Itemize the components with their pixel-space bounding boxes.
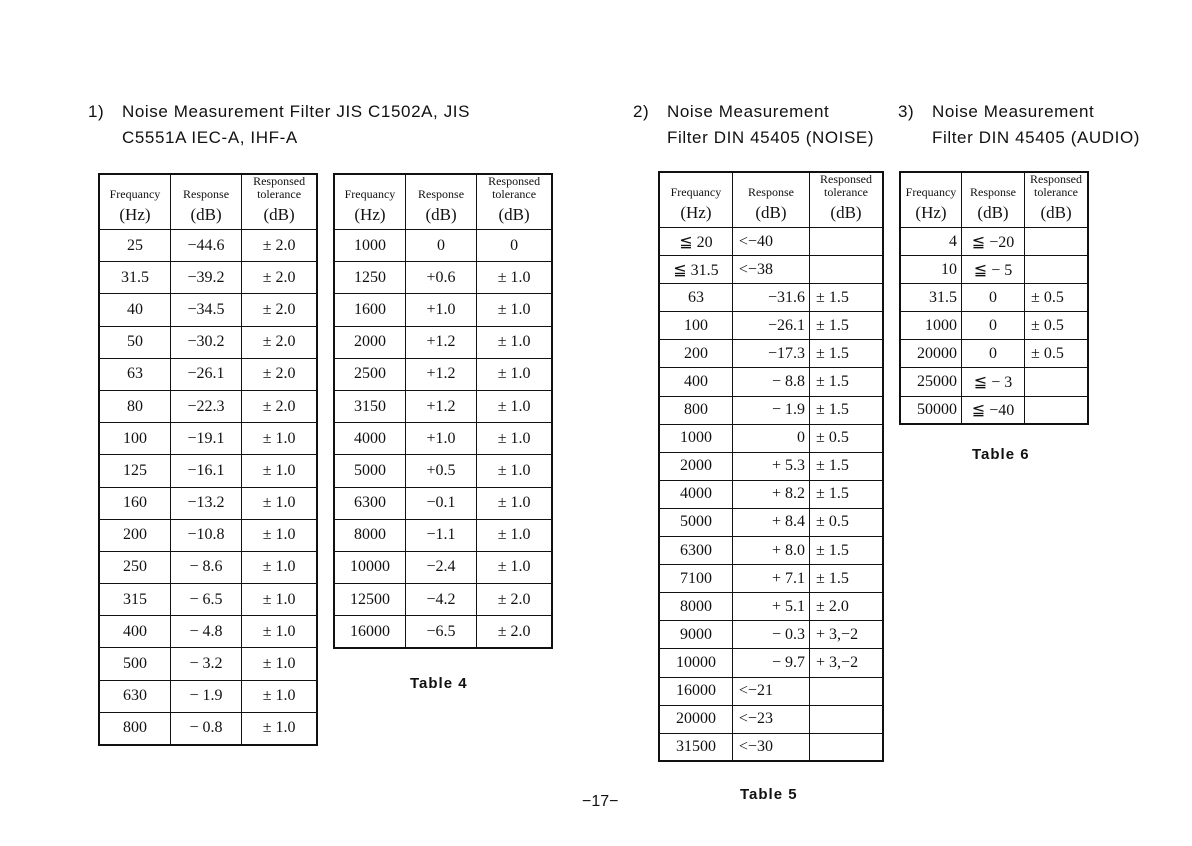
tolerance-cell: ± 1.0 <box>477 423 552 455</box>
tolerance-cell: 0 <box>477 230 552 262</box>
response-cell: −19.1 <box>170 423 241 455</box>
tolerance-cell <box>810 256 883 284</box>
header-responsed-tolerance <box>242 174 317 201</box>
response-cell: ≦ −20 <box>961 228 1024 256</box>
header-db: (dB) <box>1025 199 1088 228</box>
tolerance-cell <box>810 733 883 761</box>
tolerance-cell <box>1025 396 1088 424</box>
response-cell: ≦ − 5 <box>961 256 1024 284</box>
response-cell: − 3.2 <box>170 648 241 680</box>
frequency-cell: ≦ 31.5 <box>659 256 732 284</box>
table-row <box>99 584 317 616</box>
header-hz: (Hz) <box>900 199 961 228</box>
frequency-cell: 16000 <box>334 616 405 648</box>
response-cell: + 5.3 <box>732 452 809 480</box>
response-cell: −13.2 <box>170 487 241 519</box>
table-row <box>659 565 883 593</box>
response-cell: <−30 <box>732 733 809 761</box>
response-cell: −1.1 <box>405 519 476 551</box>
response-cell: 0 <box>732 424 809 452</box>
response-cell: −2.4 <box>405 551 476 583</box>
frequency-cell: 4 <box>900 228 961 256</box>
tolerance-cell: ± 1.5 <box>810 368 883 396</box>
frequency-cell: 400 <box>659 368 732 396</box>
response-cell: −17.3 <box>732 340 809 368</box>
response-cell: +1.2 <box>405 326 476 358</box>
tolerance-cell: ± 1.0 <box>477 551 552 583</box>
tolerance-cell: ± 2.0 <box>242 326 317 358</box>
table-row <box>99 616 317 648</box>
header-responsed: Responsed <box>820 172 873 186</box>
response-cell: − 1.9 <box>732 396 809 424</box>
table-row <box>334 358 552 390</box>
response-cell: − 6.5 <box>170 584 241 616</box>
tolerance-cell: ± 2.0 <box>242 294 317 326</box>
table-row <box>659 621 883 649</box>
tolerance-cell: ± 1.5 <box>810 565 883 593</box>
frequency-cell: 315 <box>99 584 170 616</box>
response-cell: <−38 <box>732 256 809 284</box>
table-row <box>659 424 883 452</box>
frequency-cell: 40 <box>99 294 170 326</box>
tolerance-cell: ± 2.0 <box>242 358 317 390</box>
header-db: (dB) <box>477 201 552 230</box>
frequency-cell: 31500 <box>659 733 732 761</box>
frequency-cell: 100 <box>659 312 732 340</box>
header-frequency: Frequancy <box>900 172 961 199</box>
header-responsed-tolerance <box>477 174 552 201</box>
header-frequency: Frequancy <box>334 174 405 201</box>
table-row <box>659 452 883 480</box>
tolerance-cell: ± 0.5 <box>810 508 883 536</box>
frequency-cell: 4000 <box>334 423 405 455</box>
response-cell: + 8.4 <box>732 508 809 536</box>
header-tolerance: tolerance <box>492 187 537 201</box>
tolerance-cell: ± 1.0 <box>242 487 317 519</box>
table-row <box>900 256 1088 284</box>
tolerance-cell: ± 0.5 <box>810 424 883 452</box>
tolerance-cell: ± 1.5 <box>810 396 883 424</box>
table-6-caption: Table 6 <box>972 446 1030 463</box>
table-row <box>99 455 317 487</box>
table-row <box>334 230 552 262</box>
frequency-cell: 16000 <box>659 677 732 705</box>
table-row <box>99 680 317 712</box>
tolerance-cell: ± 1.0 <box>242 455 317 487</box>
tolerance-cell: ± 1.5 <box>810 480 883 508</box>
header-tolerance: tolerance <box>824 185 868 199</box>
response-cell: −39.2 <box>170 262 241 294</box>
frequency-cell: 1600 <box>334 294 405 326</box>
header-db: (dB) <box>242 201 317 230</box>
tolerance-cell: ± 1.0 <box>477 487 552 519</box>
tolerance-cell: ± 0.5 <box>1025 312 1088 340</box>
response-cell: −44.6 <box>170 230 241 262</box>
response-cell: − 0.8 <box>170 712 241 744</box>
frequency-cell: 500 <box>99 648 170 680</box>
frequency-cell: 8000 <box>334 519 405 551</box>
frequency-cell: 25 <box>99 230 170 262</box>
table-5-caption: Table 5 <box>740 786 798 803</box>
tolerance-cell: ± 1.0 <box>242 616 317 648</box>
frequency-cell: 50000 <box>900 396 961 424</box>
header-frequency: Frequancy <box>99 174 170 201</box>
section-1-number: 1) <box>88 102 105 121</box>
tolerance-cell: ± 1.5 <box>810 340 883 368</box>
header-tolerance: tolerance <box>1034 185 1078 199</box>
table-row <box>334 262 552 294</box>
tolerance-cell <box>1025 228 1088 256</box>
table-row <box>99 423 317 455</box>
response-cell: 0 <box>961 340 1024 368</box>
response-cell: +1.2 <box>405 390 476 422</box>
table-row <box>99 326 317 358</box>
table-row <box>659 312 883 340</box>
frequency-cell: 10000 <box>334 551 405 583</box>
filter-table-4 <box>333 173 553 649</box>
header-response: Response <box>405 174 476 201</box>
frequency-cell: 1250 <box>334 262 405 294</box>
frequency-cell: 1000 <box>900 312 961 340</box>
table-row <box>659 228 883 256</box>
tolerance-cell: ± 2.0 <box>477 616 552 648</box>
tolerance-cell <box>810 228 883 256</box>
response-cell: −26.1 <box>732 312 809 340</box>
tolerance-cell: ± 1.0 <box>477 294 552 326</box>
frequency-cell: 2500 <box>334 358 405 390</box>
response-cell: −4.2 <box>405 584 476 616</box>
section-3-title-line1: Noise Measurement <box>932 102 1095 121</box>
frequency-cell: 31.5 <box>900 284 961 312</box>
frequency-cell: 9000 <box>659 621 732 649</box>
table-row <box>659 256 883 284</box>
response-cell: +1.0 <box>405 423 476 455</box>
header-db: (dB) <box>732 199 809 228</box>
table-row <box>99 487 317 519</box>
response-cell: −30.2 <box>170 326 241 358</box>
frequency-cell: 200 <box>99 519 170 551</box>
response-cell: − 1.9 <box>170 680 241 712</box>
table-row <box>99 648 317 680</box>
frequency-cell: 7100 <box>659 565 732 593</box>
tolerance-cell: ± 1.0 <box>242 519 317 551</box>
table-row <box>659 284 883 312</box>
tolerance-cell <box>1025 368 1088 396</box>
response-cell: <−40 <box>732 228 809 256</box>
tolerance-cell: ± 1.0 <box>242 680 317 712</box>
response-cell: + 8.0 <box>732 537 809 565</box>
response-cell: − 8.8 <box>732 368 809 396</box>
table-row <box>659 733 883 761</box>
header-tolerance: tolerance <box>257 187 302 201</box>
response-cell: + 7.1 <box>732 565 809 593</box>
tolerance-cell: ± 1.5 <box>810 537 883 565</box>
table-row <box>334 326 552 358</box>
response-cell: + 8.2 <box>732 480 809 508</box>
table-row <box>334 294 552 326</box>
frequency-cell: 125 <box>99 455 170 487</box>
header-responsed: Responsed <box>1030 172 1083 186</box>
header-db: (dB) <box>405 201 476 230</box>
tolerance-cell: ± 2.0 <box>242 262 317 294</box>
tolerance-cell: ± 0.5 <box>1025 284 1088 312</box>
frequency-cell: 25000 <box>900 368 961 396</box>
frequency-cell: 5000 <box>334 455 405 487</box>
table-row <box>900 396 1088 424</box>
filter-table-a <box>98 173 318 746</box>
response-cell: −6.5 <box>405 616 476 648</box>
frequency-cell: 50 <box>99 326 170 358</box>
response-cell: 0 <box>961 312 1024 340</box>
table-row <box>99 390 317 422</box>
tolerance-cell <box>810 677 883 705</box>
response-cell: +0.5 <box>405 455 476 487</box>
frequency-cell: 20000 <box>900 340 961 368</box>
table-row <box>659 649 883 677</box>
tolerance-cell: ± 1.0 <box>477 358 552 390</box>
tolerance-cell: ± 1.0 <box>242 712 317 744</box>
tolerance-cell: ± 1.0 <box>242 551 317 583</box>
tolerance-cell: ± 1.0 <box>242 584 317 616</box>
table-row <box>334 487 552 519</box>
frequency-cell: 100 <box>99 423 170 455</box>
response-cell: − 9.7 <box>732 649 809 677</box>
header-frequency: Frequancy <box>659 172 732 199</box>
section-2-title-line2: Filter DIN 45405 (NOISE) <box>667 128 875 147</box>
header-db: (dB) <box>810 199 883 228</box>
frequency-cell: 5000 <box>659 508 732 536</box>
header-responsed: Responsed <box>253 174 306 188</box>
table-row <box>334 455 552 487</box>
header-response: Response <box>961 172 1024 199</box>
table-row <box>659 705 883 733</box>
section-3-number: 3) <box>898 102 915 121</box>
response-cell: − 0.3 <box>732 621 809 649</box>
table-row <box>900 228 1088 256</box>
header-hz: (Hz) <box>334 201 405 230</box>
frequency-cell: 2000 <box>659 452 732 480</box>
response-cell: −22.3 <box>170 390 241 422</box>
table-row <box>659 368 883 396</box>
frequency-cell: 8000 <box>659 593 732 621</box>
header-response: Response <box>732 172 809 199</box>
table-row <box>334 390 552 422</box>
response-cell: −10.8 <box>170 519 241 551</box>
frequency-cell: 400 <box>99 616 170 648</box>
table-row <box>334 519 552 551</box>
header-responsed-tolerance <box>1025 172 1088 199</box>
header-db: (dB) <box>961 199 1024 228</box>
tolerance-cell: ± 1.5 <box>810 452 883 480</box>
header-db: (dB) <box>170 201 241 230</box>
frequency-cell: 31.5 <box>99 262 170 294</box>
frequency-cell: 6300 <box>334 487 405 519</box>
header-hz: (Hz) <box>659 199 732 228</box>
response-cell: −16.1 <box>170 455 241 487</box>
section-2-number: 2) <box>633 102 650 121</box>
tolerance-cell: ± 2.0 <box>242 230 317 262</box>
tolerance-cell: ± 1.0 <box>242 648 317 680</box>
tolerance-cell: + 3,−2 <box>810 621 883 649</box>
frequency-cell: 800 <box>659 396 732 424</box>
frequency-cell: 1000 <box>334 230 405 262</box>
response-cell: −31.6 <box>732 284 809 312</box>
tolerance-cell: ± 0.5 <box>1025 340 1088 368</box>
response-cell: 0 <box>405 230 476 262</box>
table-row <box>99 551 317 583</box>
section-2-title-line1: Noise Measurement <box>667 102 830 121</box>
tolerance-cell: ± 1.0 <box>477 262 552 294</box>
section-1-title-line2: C5551A IEC-A, IHF-A <box>122 128 298 147</box>
response-cell: +1.2 <box>405 358 476 390</box>
tolerance-cell: ± 1.0 <box>477 326 552 358</box>
response-cell: 0 <box>961 284 1024 312</box>
frequency-cell: 2000 <box>334 326 405 358</box>
table-row <box>900 368 1088 396</box>
table-row <box>659 677 883 705</box>
frequency-cell: 12500 <box>334 584 405 616</box>
frequency-cell: 80 <box>99 390 170 422</box>
table-row <box>99 262 317 294</box>
table-row <box>659 396 883 424</box>
frequency-cell: 3150 <box>334 390 405 422</box>
response-cell: +0.6 <box>405 262 476 294</box>
section-2-heading <box>633 99 874 151</box>
table-row <box>659 340 883 368</box>
table-row <box>659 537 883 565</box>
frequency-cell: 10 <box>900 256 961 284</box>
header-responsed: Responsed <box>488 174 541 188</box>
tolerance-cell: ± 1.0 <box>477 455 552 487</box>
frequency-cell: 63 <box>99 358 170 390</box>
frequency-cell: ≦ 20 <box>659 228 732 256</box>
frequency-cell: 6300 <box>659 537 732 565</box>
tolerance-cell <box>810 705 883 733</box>
response-cell: −34.5 <box>170 294 241 326</box>
tolerance-cell: ± 1.5 <box>810 284 883 312</box>
header-response: Response <box>170 174 241 201</box>
response-cell: + 5.1 <box>732 593 809 621</box>
table-row <box>900 312 1088 340</box>
section-3-heading <box>898 99 1140 151</box>
frequency-cell: 250 <box>99 551 170 583</box>
frequency-cell: 160 <box>99 487 170 519</box>
page-number: −17− <box>582 793 619 810</box>
response-cell: − 8.6 <box>170 551 241 583</box>
response-cell: −26.1 <box>170 358 241 390</box>
table-row <box>900 340 1088 368</box>
tolerance-cell: + 3,−2 <box>810 649 883 677</box>
table-row <box>334 584 552 616</box>
response-cell: − 4.8 <box>170 616 241 648</box>
tolerance-cell: ± 2.0 <box>477 584 552 616</box>
section-1-heading <box>88 99 470 151</box>
table-row <box>99 358 317 390</box>
response-cell: −0.1 <box>405 487 476 519</box>
response-cell: <−23 <box>732 705 809 733</box>
tolerance-cell: ± 1.0 <box>242 423 317 455</box>
table-row <box>99 230 317 262</box>
frequency-cell: 20000 <box>659 705 732 733</box>
frequency-cell: 4000 <box>659 480 732 508</box>
frequency-cell: 200 <box>659 340 732 368</box>
section-1-title-line1: Noise Measurement Filter JIS C1502A, JIS <box>122 102 471 121</box>
tolerance-cell <box>1025 256 1088 284</box>
tolerance-cell: ± 1.0 <box>477 519 552 551</box>
frequency-cell: 10000 <box>659 649 732 677</box>
response-cell: ≦ −40 <box>961 396 1024 424</box>
table-row <box>659 480 883 508</box>
filter-table-6 <box>899 171 1089 425</box>
tolerance-cell: ± 2.0 <box>242 390 317 422</box>
table-row <box>659 508 883 536</box>
frequency-cell: 1000 <box>659 424 732 452</box>
table-row <box>659 593 883 621</box>
table-row <box>99 294 317 326</box>
response-cell: +1.0 <box>405 294 476 326</box>
tolerance-cell: ± 1.0 <box>477 390 552 422</box>
response-cell: <−21 <box>732 677 809 705</box>
table-row <box>99 712 317 744</box>
header-hz: (Hz) <box>99 201 170 230</box>
response-cell: ≦ − 3 <box>961 368 1024 396</box>
table-row <box>334 423 552 455</box>
section-3-title-line2: Filter DIN 45405 (AUDIO) <box>932 128 1141 147</box>
tolerance-cell: ± 2.0 <box>810 593 883 621</box>
table-row <box>334 616 552 648</box>
table-row <box>900 284 1088 312</box>
table-row <box>99 519 317 551</box>
frequency-cell: 630 <box>99 680 170 712</box>
table-row <box>334 551 552 583</box>
frequency-cell: 800 <box>99 712 170 744</box>
tolerance-cell: ± 1.5 <box>810 312 883 340</box>
frequency-cell: 63 <box>659 284 732 312</box>
filter-table-5 <box>658 171 884 762</box>
table-4-caption: Table 4 <box>410 675 468 692</box>
header-responsed-tolerance <box>810 172 883 199</box>
